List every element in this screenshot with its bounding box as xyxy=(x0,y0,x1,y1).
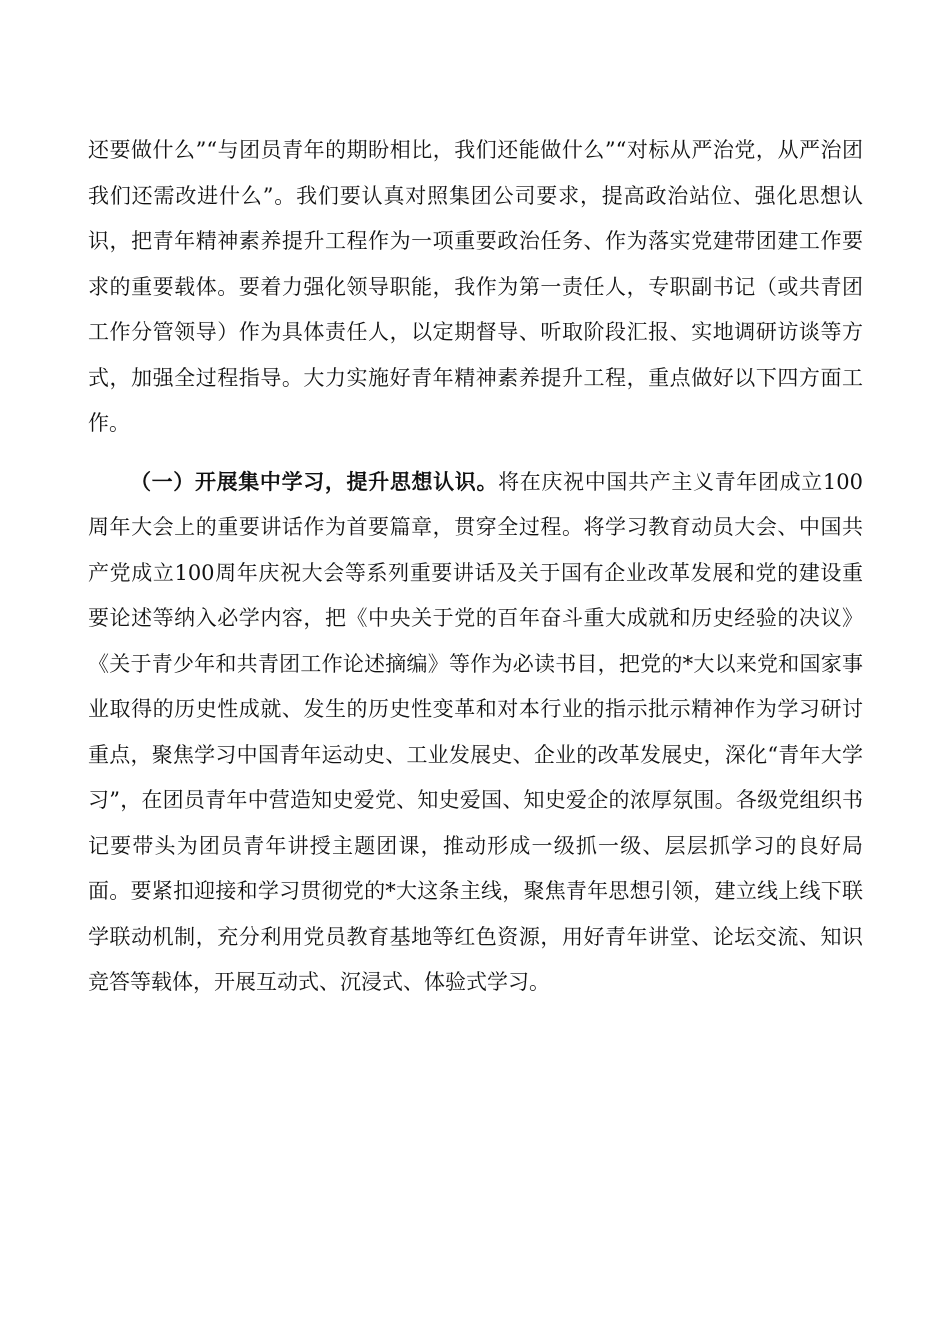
document-body xyxy=(88,128,863,1006)
paragraph-continuation xyxy=(88,128,863,447)
paragraph-text: 将在庆祝中国共产主义青年团成立100周年大会上的重要讲话作为首要篇章，贯穿全过程。将学习教育动员大会、中国共产党成立100周年庆祝大会等系列重要讲话及关于国有企业改革发展和党的建设重要论述等纳入必学内容，把《中央关于党的百年奋斗重大成就和历史经验的决议》《关于青少年和共青团工作论述摘编》等作为必读书目，把党的*大以来党和国家事业取得的历史性成就、发生的历史性变革和对本行业的指示批示精神作为学习研讨重点，聚焦学习中国青年运动史、工业发展史、企业的改革发展史，深化“青年大学习”，在团员青年中营造知史爱党、知史爱国、知史爱企的浓厚氛围。各级党组织书记要带头为团员青年讲授主题团课，推动形成一级抓一级、层层抓学习的良好局面。要紧扣迎接和学习贯彻党的*大这条主线，聚焦青年思想引领，建立线上线下联学联动机制，充分利用党员教育基地等红色资源，用好青年讲堂、论坛交流、知识竞答等载体，开展互动式、沉浸式、体验式学习。 xyxy=(88,469,863,994)
paragraph-section-one xyxy=(88,459,863,1006)
section-heading: （一）开展集中学习，提升思想认识。 xyxy=(130,468,499,494)
paragraph-text: 还要做什么”“与团员青年的期盼相比，我们还能做什么”“对标从严治党，从严治团我们还需改进什么”。我们要认真对照集团公司要求，提高政治站位、强化思想认识，把青年精神素养提升工程作为一项重要政治任务、作为落实党建带团建工作要求的重要载体。要着力强化领导职能，我作为第一责任人，专职副书记（或共青团工作分管领导）作为具体责任人，以定期督导、听取阶段汇报、实地调研访谈等方式，加强全过程指导。大力实施好青年精神素养提升工程，重点做好以下四方面工作。 xyxy=(88,138,863,435)
